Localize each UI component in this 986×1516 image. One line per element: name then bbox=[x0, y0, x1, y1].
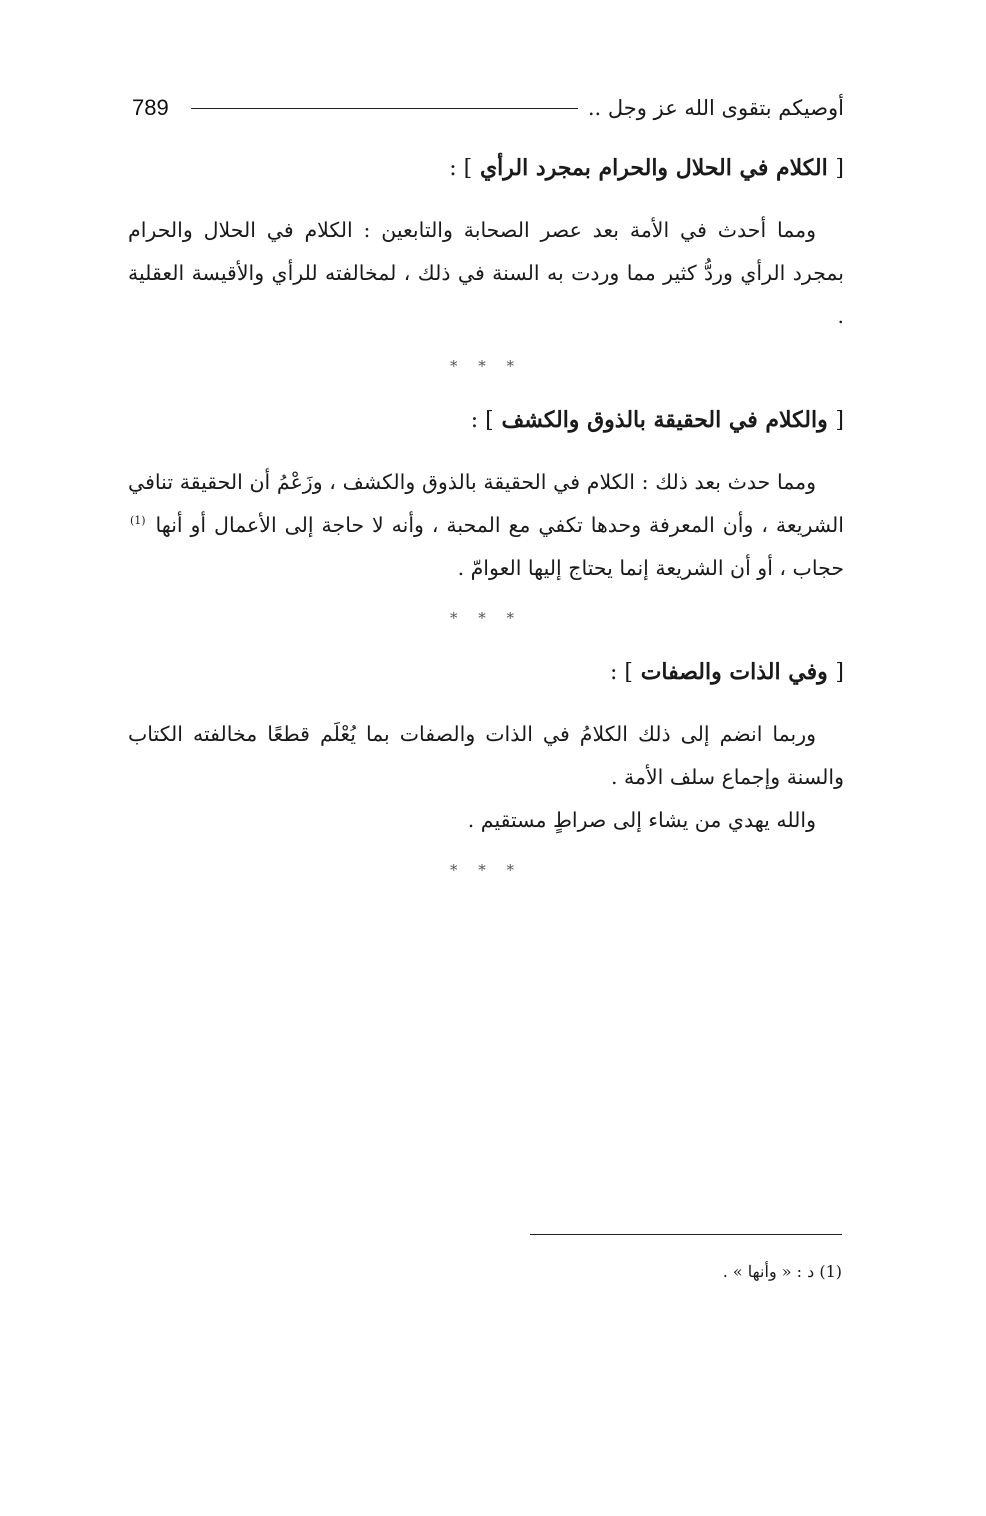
heading-close-bracket: ] : bbox=[470, 408, 494, 433]
heading-close-bracket: ] : bbox=[449, 156, 473, 181]
section-heading-opinion bbox=[128, 146, 844, 191]
footnote: (1) د : « وأنها » . bbox=[722, 1262, 842, 1281]
header-rule bbox=[191, 108, 578, 109]
heading-close-bracket: ] : bbox=[610, 660, 634, 685]
footnote-rule bbox=[530, 1234, 842, 1235]
main-content bbox=[128, 142, 844, 902]
paragraph-text-part2: حجاب ، أو أن الشريعة إنما يحتاج إليها العوامّ . bbox=[457, 556, 844, 580]
paragraph-taste-unveiling bbox=[128, 461, 844, 590]
heading-open-bracket: [ bbox=[835, 156, 844, 181]
section-heading-taste-unveiling bbox=[128, 398, 844, 443]
closing-line: والله يهدي من يشاء إلى صراطٍ مستقيم . bbox=[467, 808, 816, 832]
paragraph-text-part1: ومما حدث بعد ذلك : الكلام في الحقيقة بالذوق والكشف ، وزَعْمُ أن الحقيقة تنافي الشريعة ، وأن المعرفة وحدها تكفي مع المحبة ، وأنه لا حاجة إلى الأعمال أو أنها bbox=[128, 470, 844, 537]
section-separator: * * * bbox=[449, 861, 523, 879]
section-heading-essence-attributes bbox=[128, 650, 844, 695]
heading-open-bracket: [ bbox=[835, 408, 844, 433]
heading-text: وفي الذات والصفات bbox=[640, 659, 828, 685]
heading-open-bracket: [ bbox=[835, 660, 844, 685]
heading-text: الكلام في الحلال والحرام بمجرد الرأي bbox=[479, 155, 828, 181]
paragraph-essence-attributes: وربما انضم إلى ذلك الكلامُ في الذات والصفات بما يُعْلَم قطعًا مخالفته الكتاب والسنة وإجماع سلف الأمة . bbox=[128, 722, 844, 789]
section-separator: * * * bbox=[449, 357, 523, 375]
heading-text: والكلام في الحقيقة بالذوق والكشف bbox=[501, 407, 828, 433]
page-number: 789 bbox=[132, 95, 169, 120]
paragraph-opinion: ومما أحدث في الأمة بعد عصر الصحابة والتابعين : الكلام في الحلال والحرام بمجرد الرأي وردُّ كثير مما وردت به السنة في ذلك ، لمخالفته للرأي والأقيسة العقلية . bbox=[128, 218, 844, 328]
footnote-marker[interactable]: (1) bbox=[130, 514, 146, 528]
section-separator: * * * bbox=[449, 609, 523, 627]
running-title: أوصيكم بتقوى الله عز وجل .. bbox=[587, 96, 844, 120]
page-header bbox=[132, 88, 844, 128]
